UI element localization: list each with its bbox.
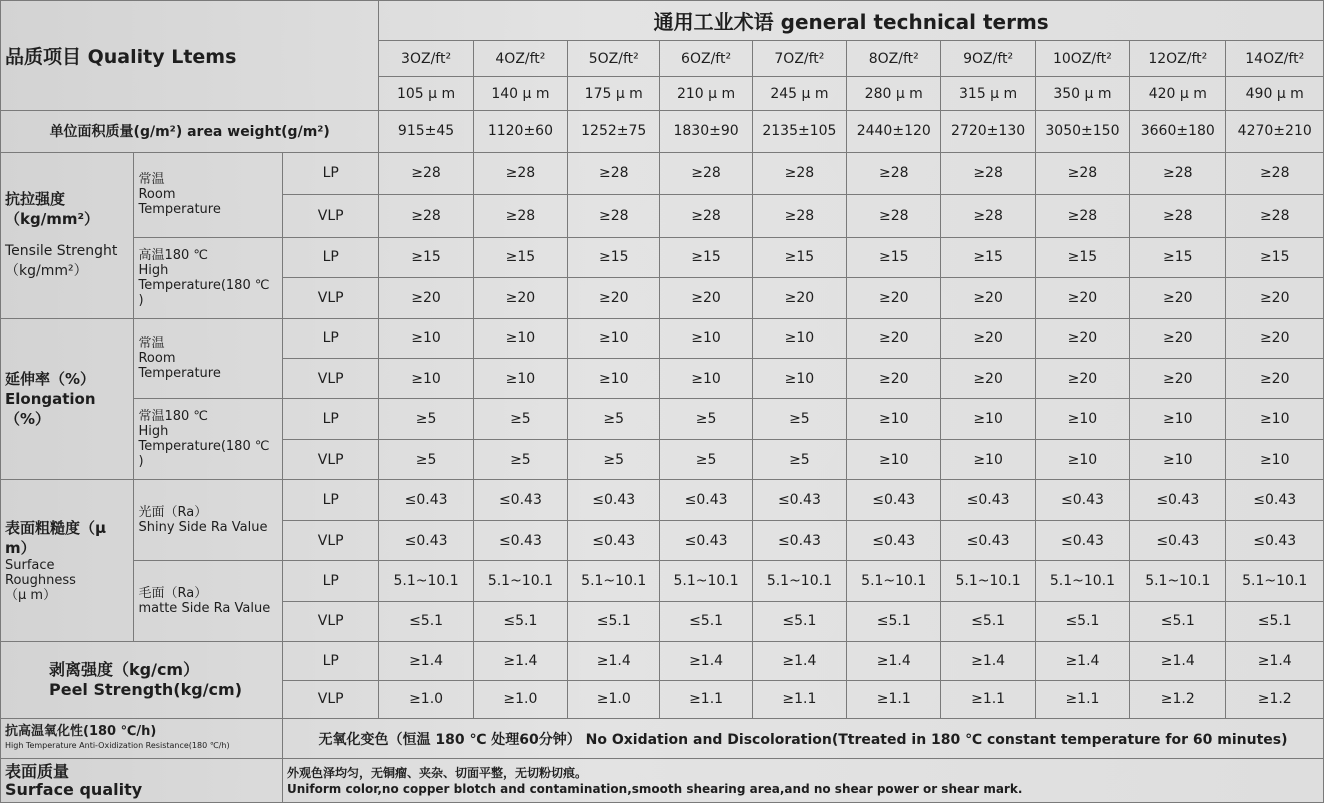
value-cell: ≥5 xyxy=(752,439,846,479)
peel-strength-label xyxy=(1,642,283,719)
value-cell: ≥10 xyxy=(1035,439,1129,479)
roughness-matte-lp-row xyxy=(1,561,1324,601)
elongation-high-temp-label xyxy=(134,399,283,480)
area-weight-row xyxy=(1,111,1324,152)
value-cell: ≥28 xyxy=(752,195,846,237)
type-vlp-label: VLP xyxy=(283,439,379,479)
value-cell: ≥1.1 xyxy=(660,680,752,718)
value-cell: ≤5.1 xyxy=(1035,601,1129,641)
value-cell: ≤0.43 xyxy=(847,520,941,560)
grade-thickness-cell: 315 μ m xyxy=(941,76,1035,110)
value-cell: 5.1~10.1 xyxy=(379,561,473,601)
grade-oz-cell: 5OZ/ft² xyxy=(568,41,660,76)
value-cell: ≥20 xyxy=(1035,318,1129,358)
oxidation-row xyxy=(1,718,1324,758)
value-cell: ≥10 xyxy=(1226,399,1324,439)
tensile-en: Tensile Strenght xyxy=(5,243,118,260)
value-cell: ≥20 xyxy=(660,278,752,318)
surface-quality-label xyxy=(1,759,283,803)
elongation-cn: 延伸率（%） xyxy=(5,369,96,388)
value-cell: ≤5.1 xyxy=(473,601,567,641)
value-cell: ≥28 xyxy=(379,195,473,237)
value-cell: ≥20 xyxy=(1130,278,1226,318)
roughness-en: Surface Roughness xyxy=(5,558,76,589)
area-weight-cell: 4270±210 xyxy=(1226,111,1324,152)
value-cell: ≥28 xyxy=(660,195,752,237)
value-cell: 5.1~10.1 xyxy=(847,561,941,601)
value-cell: ≤0.43 xyxy=(1130,520,1226,560)
elongation-high-en2: Temperature(180 ℃ ) xyxy=(138,439,270,470)
surface-quality-en: Surface quality xyxy=(5,779,143,799)
value-cell: ≥1.4 xyxy=(1130,642,1226,680)
shiny-side-cn: 光面（Ra） xyxy=(138,505,208,521)
tensile-room-lp-row xyxy=(1,152,1324,194)
area-weight-cell: 2135±105 xyxy=(752,111,846,152)
value-cell: 5.1~10.1 xyxy=(752,561,846,601)
value-cell: ≥10 xyxy=(847,439,941,479)
tensile-high-en2: Temperature(180 ℃ ) xyxy=(138,277,270,308)
value-cell: ≥1.4 xyxy=(568,642,660,680)
value-cell: ≤5.1 xyxy=(941,601,1035,641)
value-cell: ≥20 xyxy=(941,318,1035,358)
grade-oz-cell: 12OZ/ft² xyxy=(1130,41,1226,76)
value-cell: ≤5.1 xyxy=(1130,601,1226,641)
grade-thickness-cell: 420 μ m xyxy=(1130,76,1226,110)
value-cell: ≥1.2 xyxy=(1226,680,1324,718)
quality-items-header: 品质项目 Quality Ltems xyxy=(1,1,379,111)
tensile-high-lp-row xyxy=(1,237,1324,277)
grade-oz-cell: 4OZ/ft² xyxy=(473,41,567,76)
area-weight-cell: 3050±150 xyxy=(1035,111,1129,152)
value-cell: ≥1.4 xyxy=(847,642,941,680)
type-vlp-label: VLP xyxy=(283,601,379,641)
value-cell: ≥28 xyxy=(752,152,846,194)
value-cell: ≤0.43 xyxy=(568,520,660,560)
tensile-high-temp-label xyxy=(134,237,283,318)
value-cell: ≥1.4 xyxy=(660,642,752,680)
value-cell: ≥1.0 xyxy=(473,680,567,718)
grade-thickness-cell: 105 μ m xyxy=(379,76,473,110)
value-cell: ≥28 xyxy=(847,195,941,237)
grade-oz-cell: 14OZ/ft² xyxy=(1226,41,1324,76)
shiny-side-label xyxy=(134,480,283,561)
type-lp-label: LP xyxy=(283,237,379,277)
value-cell: ≥10 xyxy=(1130,399,1226,439)
value-cell: ≥20 xyxy=(1130,358,1226,398)
roughness-shiny-lp-row xyxy=(1,480,1324,520)
surface-quality-value-cn: 外观色泽均匀，无铜瘤、夹杂、切面平整，无切粉切痕。 xyxy=(287,765,588,780)
value-cell: 5.1~10.1 xyxy=(1226,561,1324,601)
matte-side-cn: 毛面（Ra） xyxy=(138,586,208,602)
elongation-room-en1: Room xyxy=(138,350,176,366)
value-cell: ≥20 xyxy=(1226,358,1324,398)
value-cell: ≥28 xyxy=(473,195,567,237)
value-cell: ≥28 xyxy=(1226,195,1324,237)
area-weight-cell: 3660±180 xyxy=(1130,111,1226,152)
grade-thickness-cell: 350 μ m xyxy=(1035,76,1129,110)
area-weight-cell: 2440±120 xyxy=(847,111,941,152)
value-cell: ≤5.1 xyxy=(568,601,660,641)
grade-oz-cell: 6OZ/ft² xyxy=(660,41,752,76)
tensile-room-cn: 常温 xyxy=(138,172,165,188)
header-title-row xyxy=(1,1,1324,41)
value-cell: ≥1.4 xyxy=(379,642,473,680)
grade-oz-cell: 10OZ/ft² xyxy=(1035,41,1129,76)
value-cell: ≥5 xyxy=(660,399,752,439)
grade-oz-cell: 8OZ/ft² xyxy=(847,41,941,76)
value-cell: ≥15 xyxy=(473,237,567,277)
general-terms-header: 通用工业术语 general technical terms xyxy=(379,1,1324,41)
value-cell: ≤5.1 xyxy=(847,601,941,641)
value-cell: ≥5 xyxy=(752,399,846,439)
type-lp-label: LP xyxy=(283,642,379,680)
value-cell: ≥28 xyxy=(941,195,1035,237)
value-cell: ≥10 xyxy=(941,399,1035,439)
value-cell: ≥15 xyxy=(568,237,660,277)
value-cell: ≥15 xyxy=(1130,237,1226,277)
tensile-cn: 抗拉强度 xyxy=(5,190,66,209)
oxidation-label xyxy=(1,718,283,758)
grade-oz-cell: 7OZ/ft² xyxy=(752,41,846,76)
type-lp-label: LP xyxy=(283,318,379,358)
value-cell: ≥10 xyxy=(1035,399,1129,439)
type-lp-label: LP xyxy=(283,152,379,194)
value-cell: ≥10 xyxy=(752,318,846,358)
value-cell: ≥10 xyxy=(660,358,752,398)
value-cell: ≤0.43 xyxy=(379,520,473,560)
grade-oz-cell: 3OZ/ft² xyxy=(379,41,473,76)
value-cell: ≥1.4 xyxy=(1226,642,1324,680)
type-vlp-label: VLP xyxy=(283,278,379,318)
value-cell: 5.1~10.1 xyxy=(660,561,752,601)
value-cell: ≥15 xyxy=(941,237,1035,277)
value-cell: ≤0.43 xyxy=(752,520,846,560)
value-cell: ≥20 xyxy=(1226,318,1324,358)
value-cell: ≥1.1 xyxy=(752,680,846,718)
surface-quality-row xyxy=(1,759,1324,803)
area-weight-cell: 915±45 xyxy=(379,111,473,152)
value-cell: ≤0.43 xyxy=(1035,520,1129,560)
value-cell: ≤0.43 xyxy=(1035,480,1129,520)
value-cell: 5.1~10.1 xyxy=(941,561,1035,601)
value-cell: 5.1~10.1 xyxy=(568,561,660,601)
tensile-high-en1: High xyxy=(138,262,169,278)
elongation-high-cn: 常温180 ℃ xyxy=(138,409,209,425)
table-body xyxy=(1,1,1324,803)
value-cell: ≥1.1 xyxy=(941,680,1035,718)
value-cell: ≥5 xyxy=(568,399,660,439)
grade-thickness-cell: 280 μ m xyxy=(847,76,941,110)
value-cell: ≥28 xyxy=(660,152,752,194)
type-vlp-label: VLP xyxy=(283,358,379,398)
roughness-label xyxy=(1,480,134,642)
value-cell: ≥1.2 xyxy=(1130,680,1226,718)
value-cell: ≥15 xyxy=(1035,237,1129,277)
value-cell: ≥20 xyxy=(941,278,1035,318)
type-vlp-label: VLP xyxy=(283,520,379,560)
value-cell: ≤5.1 xyxy=(752,601,846,641)
roughness-cn: 表面粗糙度（μ m） xyxy=(5,519,107,558)
value-cell: ≥10 xyxy=(1130,439,1226,479)
elongation-high-lp-row xyxy=(1,399,1324,439)
value-cell: ≥5 xyxy=(379,439,473,479)
value-cell: ≥20 xyxy=(941,358,1035,398)
shiny-side-en: Shiny Side Ra Value xyxy=(138,520,268,536)
value-cell: ≥1.4 xyxy=(1035,642,1129,680)
value-cell: ≥20 xyxy=(847,318,941,358)
value-cell: ≥20 xyxy=(847,358,941,398)
value-cell: ≥20 xyxy=(1035,278,1129,318)
area-weight-cell: 1120±60 xyxy=(473,111,567,152)
oxidation-value: 无氧化变色（恒温 180 ℃ 处理60分钟） No Oxidation and Discoloration(Ttreated in 180 ℃ constant temperature for 60 minutes) xyxy=(283,718,1324,758)
value-cell: ≥1.4 xyxy=(941,642,1035,680)
value-cell: ≤0.43 xyxy=(379,480,473,520)
value-cell: ≥1.4 xyxy=(752,642,846,680)
value-cell: ≤0.43 xyxy=(473,480,567,520)
value-cell: ≤0.43 xyxy=(1226,520,1324,560)
value-cell: ≤5.1 xyxy=(1226,601,1324,641)
surface-quality-cn: 表面质量 xyxy=(5,761,70,781)
value-cell: ≥20 xyxy=(473,278,567,318)
surface-quality-value xyxy=(283,759,1324,803)
peel-lp-row xyxy=(1,642,1324,680)
value-cell: ≥28 xyxy=(568,195,660,237)
grade-thickness-cell: 245 μ m xyxy=(752,76,846,110)
tensile-room-en1: Room xyxy=(138,187,176,203)
value-cell: ≤5.1 xyxy=(379,601,473,641)
value-cell: ≤0.43 xyxy=(473,520,567,560)
value-cell: ≤0.43 xyxy=(660,520,752,560)
value-cell: ≥1.4 xyxy=(473,642,567,680)
value-cell: ≥28 xyxy=(568,152,660,194)
value-cell: ≤0.43 xyxy=(568,480,660,520)
value-cell: ≥1.1 xyxy=(847,680,941,718)
value-cell: 5.1~10.1 xyxy=(1035,561,1129,601)
value-cell: ≥10 xyxy=(568,358,660,398)
value-cell: ≥20 xyxy=(752,278,846,318)
value-cell: ≥20 xyxy=(1035,358,1129,398)
value-cell: ≤0.43 xyxy=(660,480,752,520)
value-cell: ≥5 xyxy=(379,399,473,439)
elongation-label xyxy=(1,318,134,480)
type-lp-label: LP xyxy=(283,480,379,520)
value-cell: ≥10 xyxy=(473,318,567,358)
value-cell: ≥1.1 xyxy=(1035,680,1129,718)
value-cell: ≥10 xyxy=(752,358,846,398)
value-cell: ≥10 xyxy=(847,399,941,439)
value-cell: ≥10 xyxy=(379,358,473,398)
value-cell: ≥28 xyxy=(941,152,1035,194)
value-cell: ≥10 xyxy=(941,439,1035,479)
type-lp-label: LP xyxy=(283,399,379,439)
grade-oz-cell: 9OZ/ft² xyxy=(941,41,1035,76)
value-cell: ≥10 xyxy=(568,318,660,358)
area-weight-label: 单位面积质量(g/m²) area weight(g/m²) xyxy=(1,111,379,152)
area-weight-cell: 1830±90 xyxy=(660,111,752,152)
tensile-room-en2: Temperature xyxy=(138,202,221,218)
value-cell: ≥28 xyxy=(1226,152,1324,194)
tensile-en-unit: （kg/mm²） xyxy=(5,263,88,280)
value-cell: ≤0.43 xyxy=(941,480,1035,520)
oxidation-cn: 抗高温氧化性(180 ℃/h) xyxy=(5,723,157,739)
value-cell: ≥20 xyxy=(1226,278,1324,318)
value-cell: ≥1.0 xyxy=(568,680,660,718)
tensile-cn-unit: （kg/mm²） xyxy=(5,210,100,229)
type-vlp-label: VLP xyxy=(283,195,379,237)
tensile-strength-label xyxy=(1,152,134,318)
value-cell: ≥20 xyxy=(379,278,473,318)
value-cell: ≤0.43 xyxy=(752,480,846,520)
value-cell: ≥15 xyxy=(1226,237,1324,277)
value-cell: ≥28 xyxy=(1130,152,1226,194)
surface-quality-value-en: Uniform color,no copper blotch and contamination,smooth shearing area,and no shear power or shear mark. xyxy=(287,781,1023,796)
value-cell: ≤5.1 xyxy=(660,601,752,641)
grade-thickness-cell: 175 μ m xyxy=(568,76,660,110)
matte-side-en: matte Side Ra Value xyxy=(138,601,271,617)
value-cell: ≥5 xyxy=(473,399,567,439)
peel-cn: 剥离强度（kg/cm） xyxy=(49,660,200,680)
value-cell: ≥28 xyxy=(379,152,473,194)
value-cell: ≥20 xyxy=(847,278,941,318)
elongation-high-en1: High xyxy=(138,424,169,440)
value-cell: ≤0.43 xyxy=(1226,480,1324,520)
matte-side-label xyxy=(134,561,283,642)
oxidation-en: High Temperature Anti-Oxidization Resistance(180 ℃/h) xyxy=(5,740,230,750)
value-cell: ≥1.0 xyxy=(379,680,473,718)
value-cell: ≥10 xyxy=(379,318,473,358)
grade-thickness-cell: 490 μ m xyxy=(1226,76,1324,110)
elongation-en: Elongation（%） xyxy=(5,389,96,428)
value-cell: ≥15 xyxy=(379,237,473,277)
value-cell: ≥10 xyxy=(473,358,567,398)
value-cell: ≥28 xyxy=(1035,152,1129,194)
tensile-high-cn: 高温180 ℃ xyxy=(138,247,209,263)
value-cell: ≤0.43 xyxy=(847,480,941,520)
elongation-room-temp-label xyxy=(134,318,283,399)
area-weight-cell: 1252±75 xyxy=(568,111,660,152)
value-cell: ≤0.43 xyxy=(1130,480,1226,520)
value-cell: ≥10 xyxy=(660,318,752,358)
grade-thickness-cell: 140 μ m xyxy=(473,76,567,110)
value-cell: ≥28 xyxy=(1035,195,1129,237)
value-cell: ≥20 xyxy=(568,278,660,318)
value-cell: ≥28 xyxy=(473,152,567,194)
value-cell: ≥15 xyxy=(752,237,846,277)
value-cell: ≥15 xyxy=(660,237,752,277)
roughness-en-unit: （μ m） xyxy=(5,588,57,604)
elongation-room-cn: 常温 xyxy=(138,335,165,351)
elongation-room-lp-row xyxy=(1,318,1324,358)
value-cell: ≥5 xyxy=(473,439,567,479)
value-cell: ≤0.43 xyxy=(941,520,1035,560)
value-cell: 5.1~10.1 xyxy=(473,561,567,601)
grade-thickness-cell: 210 μ m xyxy=(660,76,752,110)
area-weight-cell: 2720±130 xyxy=(941,111,1035,152)
type-vlp-label: VLP xyxy=(283,680,379,718)
value-cell: ≥28 xyxy=(847,152,941,194)
type-lp-label: LP xyxy=(283,561,379,601)
peel-en: Peel Strength(kg/cm) xyxy=(49,680,242,700)
value-cell: ≥5 xyxy=(568,439,660,479)
value-cell: ≥20 xyxy=(1130,318,1226,358)
value-cell: ≥5 xyxy=(660,439,752,479)
value-cell: ≥28 xyxy=(1130,195,1226,237)
value-cell: ≥10 xyxy=(1226,439,1324,479)
value-cell: 5.1~10.1 xyxy=(1130,561,1226,601)
value-cell: ≥15 xyxy=(847,237,941,277)
elongation-room-en2: Temperature xyxy=(138,365,221,381)
tensile-room-temp-label xyxy=(134,152,283,237)
